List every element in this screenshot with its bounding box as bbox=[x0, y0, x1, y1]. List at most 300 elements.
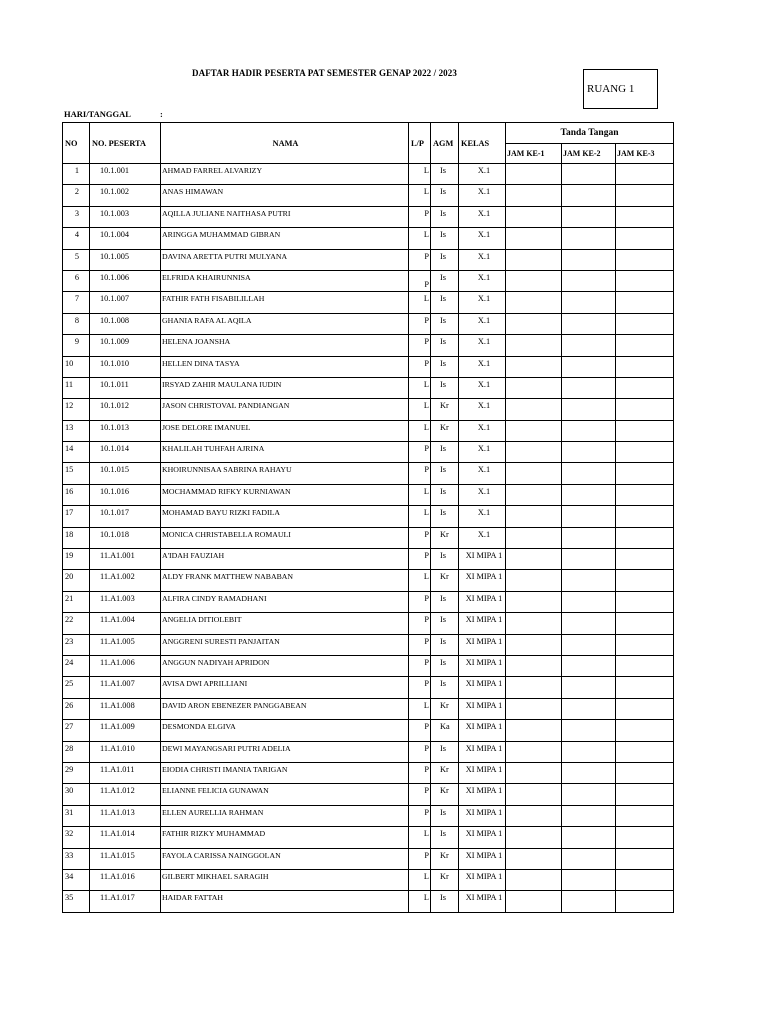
row-kelas: X.1 bbox=[459, 442, 506, 463]
row-lp: P bbox=[409, 677, 431, 698]
row-agm: Kr bbox=[431, 784, 459, 805]
row-agm: Is bbox=[431, 891, 459, 912]
row-no: 33 bbox=[63, 848, 90, 869]
row-signature-jam-1 bbox=[506, 506, 562, 527]
row-lp: L bbox=[409, 377, 431, 398]
row-signature-jam-2 bbox=[562, 399, 616, 420]
row-signature-jam-2 bbox=[562, 249, 616, 270]
row-signature-jam-2 bbox=[562, 420, 616, 441]
row-nama: ELFRIDA KHAIRUNNISA bbox=[161, 270, 409, 291]
row-agm: Is bbox=[431, 313, 459, 334]
row-signature-jam-2 bbox=[562, 741, 616, 762]
row-agm: Is bbox=[431, 827, 459, 848]
row-signature-jam-3 bbox=[616, 377, 674, 398]
row-no: 17 bbox=[63, 506, 90, 527]
row-signature-jam-1 bbox=[506, 164, 562, 185]
document-title: DAFTAR HADIR PESERTA PAT SEMESTER GENAP 2022 / 2023 bbox=[192, 68, 457, 78]
row-signature-jam-1 bbox=[506, 677, 562, 698]
row-nama: FAYOLA CARISSA NAINGGOLAN bbox=[161, 848, 409, 869]
row-nama: A'IDAH FAUZIAH bbox=[161, 549, 409, 570]
row-signature-jam-2 bbox=[562, 356, 616, 377]
row-no: 7 bbox=[63, 292, 90, 313]
row-nama: ELIANNE FELICIA GUNAWAN bbox=[161, 784, 409, 805]
table-row bbox=[63, 805, 674, 826]
row-signature-jam-2 bbox=[562, 591, 616, 612]
row-no: 20 bbox=[63, 570, 90, 591]
row-agm: Is bbox=[431, 741, 459, 762]
table-row bbox=[63, 356, 674, 377]
row-no: 31 bbox=[63, 805, 90, 826]
row-no: 15 bbox=[63, 463, 90, 484]
row-signature-jam-1 bbox=[506, 442, 562, 463]
row-signature-jam-1 bbox=[506, 206, 562, 227]
row-no-peserta: 11.A1.006 bbox=[90, 655, 161, 676]
row-signature-jam-3 bbox=[616, 335, 674, 356]
table-row bbox=[63, 527, 674, 548]
row-lp: P bbox=[409, 784, 431, 805]
row-lp: L bbox=[409, 228, 431, 249]
row-nama: ANAS HIMAWAN bbox=[161, 185, 409, 206]
row-signature-jam-1 bbox=[506, 634, 562, 655]
row-lp: P bbox=[409, 762, 431, 783]
row-signature-jam-2 bbox=[562, 292, 616, 313]
row-lp: L bbox=[409, 185, 431, 206]
table-row bbox=[63, 698, 674, 719]
row-signature-jam-3 bbox=[616, 442, 674, 463]
row-agm: Ka bbox=[431, 720, 459, 741]
table-row bbox=[63, 313, 674, 334]
row-no-peserta: 10.1.013 bbox=[90, 420, 161, 441]
row-no: 10 bbox=[63, 356, 90, 377]
row-no-peserta: 11.A1.008 bbox=[90, 698, 161, 719]
row-no-peserta: 10.1.015 bbox=[90, 463, 161, 484]
row-no-peserta: 10.1.016 bbox=[90, 484, 161, 505]
row-nama: FATHIR RIZKY MUHAMMAD bbox=[161, 827, 409, 848]
row-agm: Is bbox=[431, 270, 459, 291]
row-no: 14 bbox=[63, 442, 90, 463]
row-kelas: X.1 bbox=[459, 335, 506, 356]
row-no: 26 bbox=[63, 698, 90, 719]
row-signature-jam-3 bbox=[616, 891, 674, 912]
header-agm: AGM bbox=[431, 123, 459, 164]
table-row bbox=[63, 869, 674, 890]
row-agm: Is bbox=[431, 591, 459, 612]
row-nama: ARINGGA MUHAMMAD GIBRAN bbox=[161, 228, 409, 249]
row-signature-jam-3 bbox=[616, 399, 674, 420]
row-no: 27 bbox=[63, 720, 90, 741]
table-row bbox=[63, 164, 674, 185]
row-signature-jam-2 bbox=[562, 869, 616, 890]
row-agm: Kr bbox=[431, 698, 459, 719]
date-colon: : bbox=[160, 109, 163, 119]
row-signature-jam-1 bbox=[506, 698, 562, 719]
row-signature-jam-2 bbox=[562, 549, 616, 570]
row-nama: HELENA JOANSHA bbox=[161, 335, 409, 356]
row-kelas: XI MIPA 1 bbox=[459, 869, 506, 890]
row-signature-jam-1 bbox=[506, 356, 562, 377]
row-signature-jam-2 bbox=[562, 270, 616, 291]
row-nama: MOCHAMMAD RIFKY KURNIAWAN bbox=[161, 484, 409, 505]
row-no: 12 bbox=[63, 399, 90, 420]
row-agm: Kr bbox=[431, 848, 459, 869]
header-kelas: KELAS bbox=[459, 123, 506, 164]
row-kelas: XI MIPA 1 bbox=[459, 848, 506, 869]
row-agm: Is bbox=[431, 249, 459, 270]
row-no-peserta: 10.1.002 bbox=[90, 185, 161, 206]
row-signature-jam-2 bbox=[562, 762, 616, 783]
row-signature-jam-1 bbox=[506, 720, 562, 741]
row-kelas: X.1 bbox=[459, 484, 506, 505]
row-signature-jam-3 bbox=[616, 206, 674, 227]
row-signature-jam-2 bbox=[562, 698, 616, 719]
row-kelas: XI MIPA 1 bbox=[459, 720, 506, 741]
row-signature-jam-3 bbox=[616, 613, 674, 634]
row-no-peserta: 10.1.014 bbox=[90, 442, 161, 463]
row-kelas: XI MIPA 1 bbox=[459, 549, 506, 570]
row-nama: MONICA CHRISTABELLA ROMAULI bbox=[161, 527, 409, 548]
row-signature-jam-3 bbox=[616, 292, 674, 313]
row-no-peserta: 10.1.012 bbox=[90, 399, 161, 420]
row-lp: P bbox=[409, 335, 431, 356]
row-signature-jam-2 bbox=[562, 784, 616, 805]
row-kelas: X.1 bbox=[459, 270, 506, 291]
table-row bbox=[63, 634, 674, 655]
row-kelas: X.1 bbox=[459, 399, 506, 420]
row-nama: ANGGUN NADIYAH APRIDON bbox=[161, 655, 409, 676]
row-signature-jam-3 bbox=[616, 720, 674, 741]
row-no: 2 bbox=[63, 185, 90, 206]
row-signature-jam-2 bbox=[562, 377, 616, 398]
row-no-peserta: 10.1.001 bbox=[90, 164, 161, 185]
row-kelas: X.1 bbox=[459, 313, 506, 334]
row-agm: Is bbox=[431, 228, 459, 249]
row-signature-jam-3 bbox=[616, 228, 674, 249]
row-signature-jam-1 bbox=[506, 591, 562, 612]
row-nama: IRSYAD ZAHIR MAULANA IUDIN bbox=[161, 377, 409, 398]
row-kelas: XI MIPA 1 bbox=[459, 570, 506, 591]
row-nama: ANGGRENI SURESTI PANJAITAN bbox=[161, 634, 409, 655]
row-no-peserta: 10.1.010 bbox=[90, 356, 161, 377]
row-agm: Is bbox=[431, 549, 459, 570]
row-agm: Is bbox=[431, 484, 459, 505]
header-tanda-tangan: Tanda Tangan bbox=[506, 123, 674, 144]
row-signature-jam-1 bbox=[506, 292, 562, 313]
table-row bbox=[63, 762, 674, 783]
row-lp: L bbox=[409, 420, 431, 441]
header-lp: L/P bbox=[409, 123, 431, 164]
row-no: 3 bbox=[63, 206, 90, 227]
row-kelas: X.1 bbox=[459, 206, 506, 227]
table-row bbox=[63, 442, 674, 463]
row-no: 4 bbox=[63, 228, 90, 249]
row-lp: L bbox=[409, 698, 431, 719]
row-nama: FATHIR FATH FISABILILLAH bbox=[161, 292, 409, 313]
row-agm: Is bbox=[431, 206, 459, 227]
table-row bbox=[63, 741, 674, 762]
row-signature-jam-2 bbox=[562, 527, 616, 548]
row-no-peserta: 11.A1.016 bbox=[90, 869, 161, 890]
row-no-peserta: 11.A1.011 bbox=[90, 762, 161, 783]
row-signature-jam-3 bbox=[616, 270, 674, 291]
row-nama: JASON CHRISTOVAL PANDIANGAN bbox=[161, 399, 409, 420]
row-kelas: XI MIPA 1 bbox=[459, 655, 506, 676]
row-no-peserta: 10.1.007 bbox=[90, 292, 161, 313]
table-row bbox=[63, 784, 674, 805]
row-signature-jam-3 bbox=[616, 827, 674, 848]
row-signature-jam-3 bbox=[616, 848, 674, 869]
row-kelas: X.1 bbox=[459, 420, 506, 441]
row-no-peserta: 10.1.003 bbox=[90, 206, 161, 227]
row-signature-jam-2 bbox=[562, 570, 616, 591]
row-lp: L bbox=[409, 164, 431, 185]
row-agm: Is bbox=[431, 442, 459, 463]
row-no-peserta: 10.1.004 bbox=[90, 228, 161, 249]
row-no-peserta: 10.1.018 bbox=[90, 527, 161, 548]
row-kelas: XI MIPA 1 bbox=[459, 891, 506, 912]
row-no-peserta: 11.A1.009 bbox=[90, 720, 161, 741]
row-no-peserta: 11.A1.014 bbox=[90, 827, 161, 848]
row-nama: DAVINA ARETTA PUTRI MULYANA bbox=[161, 249, 409, 270]
row-signature-jam-3 bbox=[616, 805, 674, 826]
table-row bbox=[63, 399, 674, 420]
table-row bbox=[63, 570, 674, 591]
row-no-peserta: 10.1.009 bbox=[90, 335, 161, 356]
row-kelas: XI MIPA 1 bbox=[459, 762, 506, 783]
row-no-peserta: 10.1.017 bbox=[90, 506, 161, 527]
row-lp: P bbox=[409, 741, 431, 762]
row-no: 35 bbox=[63, 891, 90, 912]
row-signature-jam-3 bbox=[616, 420, 674, 441]
row-agm: Kr bbox=[431, 762, 459, 783]
row-kelas: XI MIPA 1 bbox=[459, 741, 506, 762]
table-row bbox=[63, 185, 674, 206]
row-nama: DESMONDA ELGIVA bbox=[161, 720, 409, 741]
row-agm: Is bbox=[431, 164, 459, 185]
row-signature-jam-1 bbox=[506, 399, 562, 420]
row-signature-jam-1 bbox=[506, 377, 562, 398]
table-row bbox=[63, 249, 674, 270]
row-kelas: XI MIPA 1 bbox=[459, 805, 506, 826]
row-signature-jam-1 bbox=[506, 249, 562, 270]
row-signature-jam-1 bbox=[506, 335, 562, 356]
row-kelas: X.1 bbox=[459, 292, 506, 313]
row-lp: L bbox=[409, 869, 431, 890]
row-no: 29 bbox=[63, 762, 90, 783]
row-lp: L bbox=[409, 484, 431, 505]
row-signature-jam-2 bbox=[562, 677, 616, 698]
row-no: 11 bbox=[63, 377, 90, 398]
table-row bbox=[63, 677, 674, 698]
row-signature-jam-3 bbox=[616, 313, 674, 334]
row-no-peserta: 10.1.008 bbox=[90, 313, 161, 334]
row-signature-jam-2 bbox=[562, 442, 616, 463]
row-no: 16 bbox=[63, 484, 90, 505]
table-row bbox=[63, 335, 674, 356]
row-no-peserta: 10.1.005 bbox=[90, 249, 161, 270]
row-no-peserta: 11.A1.004 bbox=[90, 613, 161, 634]
table-row bbox=[63, 463, 674, 484]
row-no-peserta: 10.1.006 bbox=[90, 270, 161, 291]
row-signature-jam-1 bbox=[506, 891, 562, 912]
row-signature-jam-2 bbox=[562, 891, 616, 912]
row-signature-jam-3 bbox=[616, 869, 674, 890]
row-signature-jam-3 bbox=[616, 527, 674, 548]
row-signature-jam-1 bbox=[506, 655, 562, 676]
row-lp: P bbox=[409, 206, 431, 227]
row-nama: ALFIRA CINDY RAMADHANI bbox=[161, 591, 409, 612]
row-no: 13 bbox=[63, 420, 90, 441]
row-nama: KHOIRUNNISAA SABRINA RAHAYU bbox=[161, 463, 409, 484]
row-agm: Is bbox=[431, 506, 459, 527]
row-lp: P bbox=[409, 613, 431, 634]
row-no: 19 bbox=[63, 549, 90, 570]
row-no: 25 bbox=[63, 677, 90, 698]
row-signature-jam-1 bbox=[506, 420, 562, 441]
table-row bbox=[63, 655, 674, 676]
row-agm: Is bbox=[431, 335, 459, 356]
row-nama: ANGELIA DITIOLEBIT bbox=[161, 613, 409, 634]
row-agm: Is bbox=[431, 634, 459, 655]
row-signature-jam-2 bbox=[562, 805, 616, 826]
table-row bbox=[63, 228, 674, 249]
room-box: RUANG 1 bbox=[583, 69, 658, 109]
table-row bbox=[63, 420, 674, 441]
row-nama: DAVID ARON EBENEZER PANGGABEAN bbox=[161, 698, 409, 719]
row-nama: EIODIA CHRISTI IMANIA TARIGAN bbox=[161, 762, 409, 783]
row-no-peserta: 11.A1.002 bbox=[90, 570, 161, 591]
row-agm: Is bbox=[431, 185, 459, 206]
row-no-peserta: 11.A1.017 bbox=[90, 891, 161, 912]
row-agm: Kr bbox=[431, 420, 459, 441]
row-agm: Kr bbox=[431, 399, 459, 420]
row-no-peserta: 10.1.011 bbox=[90, 377, 161, 398]
row-signature-jam-1 bbox=[506, 570, 562, 591]
row-no: 28 bbox=[63, 741, 90, 762]
row-signature-jam-3 bbox=[616, 655, 674, 676]
row-signature-jam-2 bbox=[562, 313, 616, 334]
row-agm: Kr bbox=[431, 527, 459, 548]
row-lp: P bbox=[409, 442, 431, 463]
row-agm: Is bbox=[431, 292, 459, 313]
row-kelas: X.1 bbox=[459, 164, 506, 185]
row-kelas: XI MIPA 1 bbox=[459, 613, 506, 634]
row-signature-jam-2 bbox=[562, 655, 616, 676]
row-lp: P bbox=[409, 527, 431, 548]
table-row bbox=[63, 827, 674, 848]
row-nama: GHANIA RAFA AL AQILA bbox=[161, 313, 409, 334]
table-row bbox=[63, 506, 674, 527]
row-kelas: XI MIPA 1 bbox=[459, 591, 506, 612]
row-agm: Is bbox=[431, 613, 459, 634]
row-nama: MOHAMAD BAYU RIZKI FADILA bbox=[161, 506, 409, 527]
row-no: 18 bbox=[63, 527, 90, 548]
row-signature-jam-2 bbox=[562, 185, 616, 206]
header-jam-2: JAM KE-2 bbox=[562, 144, 616, 164]
row-lp: P bbox=[409, 591, 431, 612]
row-nama: HAIDAR FATTAH bbox=[161, 891, 409, 912]
row-lp: P bbox=[409, 313, 431, 334]
row-lp: P bbox=[409, 356, 431, 377]
row-signature-jam-2 bbox=[562, 506, 616, 527]
row-lp: L bbox=[409, 570, 431, 591]
header-no-peserta: NO. PESERTA bbox=[90, 123, 161, 164]
row-signature-jam-1 bbox=[506, 549, 562, 570]
row-kelas: XI MIPA 1 bbox=[459, 698, 506, 719]
attendance-table bbox=[62, 122, 674, 913]
row-nama: JOSE DELORE IMANUEL bbox=[161, 420, 409, 441]
row-signature-jam-2 bbox=[562, 827, 616, 848]
row-no: 22 bbox=[63, 613, 90, 634]
row-kelas: XI MIPA 1 bbox=[459, 784, 506, 805]
row-signature-jam-1 bbox=[506, 228, 562, 249]
row-no-peserta: 11.A1.015 bbox=[90, 848, 161, 869]
row-agm: Is bbox=[431, 356, 459, 377]
row-lp: P bbox=[409, 720, 431, 741]
row-kelas: X.1 bbox=[459, 506, 506, 527]
row-no: 32 bbox=[63, 827, 90, 848]
row-signature-jam-1 bbox=[506, 848, 562, 869]
row-no: 24 bbox=[63, 655, 90, 676]
row-lp: P bbox=[409, 805, 431, 826]
row-signature-jam-1 bbox=[506, 827, 562, 848]
row-lp: L bbox=[409, 506, 431, 527]
row-lp: P bbox=[409, 249, 431, 270]
row-kelas: XI MIPA 1 bbox=[459, 677, 506, 698]
row-signature-jam-1 bbox=[506, 185, 562, 206]
header-no: NO bbox=[63, 123, 90, 164]
row-signature-jam-3 bbox=[616, 185, 674, 206]
row-agm: Kr bbox=[431, 570, 459, 591]
row-nama: KHALILAH TUHFAH AJRINA bbox=[161, 442, 409, 463]
row-no-peserta: 11.A1.010 bbox=[90, 741, 161, 762]
row-nama: AHMAD FARREL ALVARIZY bbox=[161, 164, 409, 185]
row-signature-jam-2 bbox=[562, 613, 616, 634]
row-kelas: X.1 bbox=[459, 527, 506, 548]
row-no-peserta: 11.A1.003 bbox=[90, 591, 161, 612]
table-row bbox=[63, 720, 674, 741]
row-signature-jam-1 bbox=[506, 805, 562, 826]
row-signature-jam-1 bbox=[506, 613, 562, 634]
row-nama: ALDY FRANK MATTHEW NABABAN bbox=[161, 570, 409, 591]
row-no: 1 bbox=[63, 164, 90, 185]
row-no: 30 bbox=[63, 784, 90, 805]
row-signature-jam-1 bbox=[506, 784, 562, 805]
row-no-peserta: 11.A1.001 bbox=[90, 549, 161, 570]
row-no: 34 bbox=[63, 869, 90, 890]
row-signature-jam-1 bbox=[506, 527, 562, 548]
row-no: 6 bbox=[63, 270, 90, 291]
header-jam-3: JAM KE-3 bbox=[616, 144, 674, 164]
row-signature-jam-2 bbox=[562, 335, 616, 356]
row-signature-jam-3 bbox=[616, 506, 674, 527]
row-signature-jam-1 bbox=[506, 484, 562, 505]
row-signature-jam-3 bbox=[616, 249, 674, 270]
row-no-peserta: 11.A1.012 bbox=[90, 784, 161, 805]
row-signature-jam-2 bbox=[562, 164, 616, 185]
row-nama: ELLEN AURELLIA RAHMAN bbox=[161, 805, 409, 826]
table-row bbox=[63, 206, 674, 227]
row-kelas: X.1 bbox=[459, 185, 506, 206]
row-signature-jam-1 bbox=[506, 270, 562, 291]
row-signature-jam-1 bbox=[506, 869, 562, 890]
row-no: 9 bbox=[63, 335, 90, 356]
table-row bbox=[63, 549, 674, 570]
row-no-peserta: 11.A1.013 bbox=[90, 805, 161, 826]
table-row bbox=[63, 613, 674, 634]
row-agm: Is bbox=[431, 805, 459, 826]
row-signature-jam-2 bbox=[562, 720, 616, 741]
row-signature-jam-2 bbox=[562, 206, 616, 227]
